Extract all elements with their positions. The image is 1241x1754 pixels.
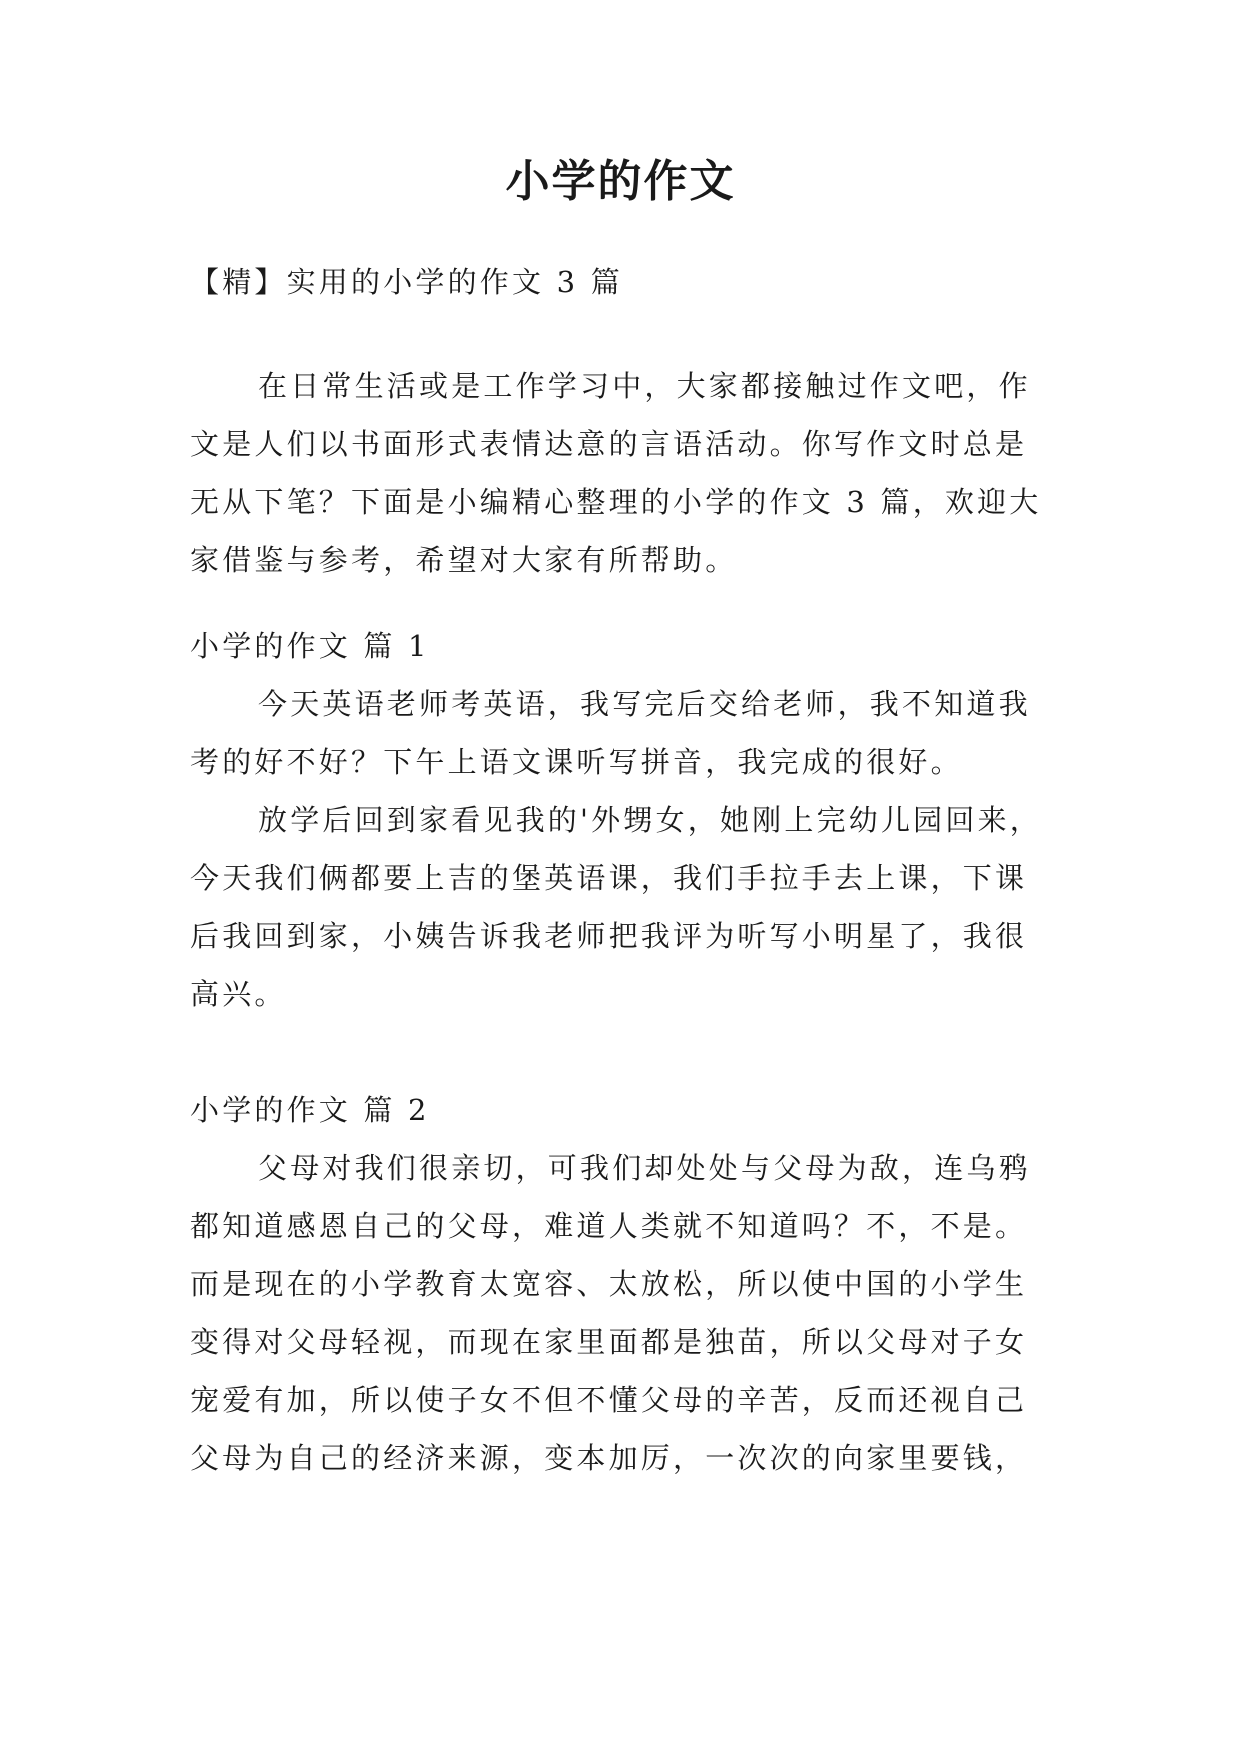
paragraph-line: 父母对我们很亲切，可我们却处处与父母为敌，连乌鸦 <box>258 1151 1031 1185</box>
intro-line: 在日常生活或是工作学习中，大家都接触过作文吧，作 <box>258 369 1031 403</box>
paragraph-line: 后我回到家，小姨告诉我老师把我评为听写小明星了，我很 <box>190 919 1028 953</box>
paragraph-line: 变得对父母轻视，而现在家里面都是独苗，所以父母对子女 <box>190 1325 1028 1359</box>
section-heading: 小学的作文 篇 2 <box>190 1093 430 1127</box>
paragraph-line: 今天我们俩都要上吉的堡英语课，我们手拉手去上课，下课 <box>190 861 1028 895</box>
intro-line: 文是人们以书面形式表情达意的言语活动。你写作文时总是 <box>190 427 1028 461</box>
intro-line: 家借鉴与参考，希望对大家有所帮助。 <box>190 543 738 577</box>
paragraph-line: 放学后回到家看见我的'外甥女，她刚上完幼儿园回来， <box>258 803 1042 837</box>
paragraph-line: 高兴。 <box>190 977 287 1011</box>
paragraph-line: 宠爱有加，所以使子女不但不懂父母的辛苦，反而还视自己 <box>190 1383 1028 1417</box>
paragraph-line: 而是现在的小学教育太宽容、太放松，所以使中国的小学生 <box>190 1267 1028 1301</box>
subtitle: 【精】实用的小学的作文 3 篇 <box>190 265 623 299</box>
paragraph-line: 父母为自己的经济来源，变本加厉，一次次的向家里要钱， <box>190 1441 1028 1475</box>
intro-line: 无从下笔？下面是小编精心整理的小学的作文 3 篇，欢迎大 <box>190 485 1042 519</box>
paragraph-line: 考的好不好？下午上语文课听写拼音，我完成的很好。 <box>190 745 963 779</box>
paragraph-line: 今天英语老师考英语，我写完后交给老师，我不知道我 <box>258 687 1031 721</box>
page-title: 小学的作文 <box>505 156 736 207</box>
section-heading: 小学的作文 篇 1 <box>190 629 430 663</box>
paragraph-line: 都知道感恩自己的父母，难道人类就不知道吗？不，不是。 <box>190 1209 1028 1243</box>
